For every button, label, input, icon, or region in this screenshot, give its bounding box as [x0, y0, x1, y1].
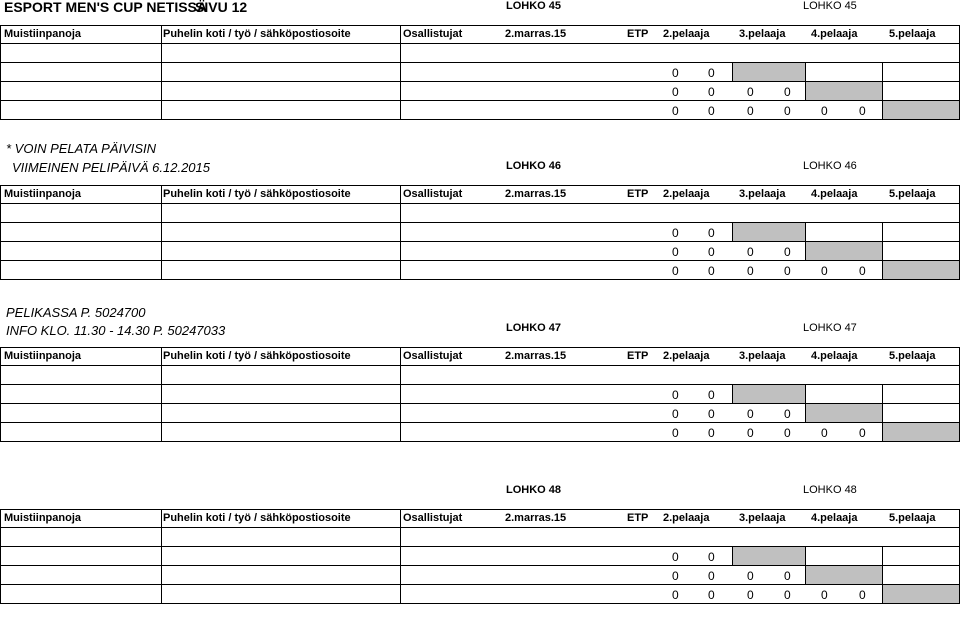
header-top-border — [0, 25, 960, 26]
column-header: Muistiinpanoja — [4, 28, 81, 40]
lohko-label: LOHKO 45 — [506, 0, 562, 12]
score-value: 0 — [708, 550, 715, 564]
score-value: 0 — [672, 226, 679, 240]
score-value: 0 — [708, 588, 715, 602]
score-value: 0 — [747, 407, 754, 421]
column-divider — [400, 347, 401, 441]
lohko-label: LOHKO 47 — [506, 322, 562, 334]
note-last-play-day: VIIMEINEN PELIPÄIVÄ 6.12.2015 — [12, 160, 210, 175]
column-header: 3.pelaaja — [739, 350, 786, 362]
score-value: 0 — [708, 245, 715, 259]
score-value: 0 — [672, 550, 679, 564]
column-divider — [0, 509, 1, 603]
score-value: 0 — [859, 588, 866, 602]
column-header: 2.marras.15 — [505, 512, 567, 524]
score-value: 0 — [821, 104, 828, 118]
row-border — [0, 584, 960, 585]
score-value: 0 — [672, 264, 679, 278]
score-value: 0 — [784, 104, 791, 118]
column-header: 4.pelaaja — [811, 512, 858, 524]
score-value: 0 — [859, 426, 866, 440]
column-header: Puhelin koti / työ / sähköpostiosoite — [163, 28, 351, 40]
column-divider — [0, 25, 1, 119]
row-border — [0, 100, 960, 101]
column-divider — [732, 384, 733, 403]
lohko-label-right: LOHKO 46 — [803, 160, 857, 172]
column-divider — [0, 185, 1, 279]
row-border — [0, 260, 960, 261]
column-header: 2.pelaaja — [663, 512, 710, 524]
column-header: 2.pelaaja — [663, 28, 710, 40]
score-value: 0 — [784, 426, 791, 440]
row-border — [0, 403, 960, 404]
column-header: Muistiinpanoja — [4, 350, 81, 362]
note-info-hours: INFO KLO. 11.30 - 14.30 P. 50247033 — [6, 323, 226, 338]
column-divider — [0, 347, 1, 441]
column-header: 3.pelaaja — [739, 188, 786, 200]
shaded-cell — [882, 423, 960, 441]
header-bottom-border — [0, 365, 960, 366]
shaded-cell — [805, 404, 882, 422]
column-header: 2.pelaaja — [663, 188, 710, 200]
column-header: Osallistujat — [403, 512, 463, 524]
score-value: 0 — [747, 588, 754, 602]
header-bottom-border — [0, 43, 960, 44]
score-value: 0 — [672, 588, 679, 602]
row-border — [0, 384, 960, 385]
column-divider — [882, 546, 883, 603]
row-border — [0, 546, 960, 547]
score-value: 0 — [708, 426, 715, 440]
score-value: 0 — [672, 66, 679, 80]
score-value: 0 — [784, 264, 791, 278]
row-border — [0, 222, 960, 223]
score-value: 0 — [784, 569, 791, 583]
column-divider — [732, 222, 733, 241]
column-header: Puhelin koti / työ / sähköpostiosoite — [163, 188, 351, 200]
column-header: ETP — [627, 188, 649, 200]
score-value: 0 — [747, 264, 754, 278]
lohko-label-right: LOHKO 45 — [803, 0, 857, 12]
shaded-cell — [882, 261, 960, 279]
lohko-label: LOHKO 48 — [506, 484, 562, 496]
header-top-border — [0, 509, 960, 510]
column-divider — [400, 25, 401, 119]
row-border — [0, 441, 960, 442]
column-header: 2.pelaaja — [663, 350, 710, 362]
score-value: 0 — [708, 407, 715, 421]
score-value: 0 — [672, 569, 679, 583]
note-cash-phone: PELIKASSA P. 5024700 — [6, 305, 146, 320]
header-bottom-border — [0, 203, 960, 204]
header-top-border — [0, 347, 960, 348]
column-divider — [805, 546, 806, 584]
score-value: 0 — [859, 104, 866, 118]
score-value: 0 — [747, 569, 754, 583]
column-header: 5.pelaaja — [889, 512, 936, 524]
score-value: 0 — [747, 426, 754, 440]
column-header: 4.pelaaja — [811, 28, 858, 40]
score-value: 0 — [672, 388, 679, 402]
score-value: 0 — [708, 85, 715, 99]
page-label: SIVU 12 — [195, 0, 248, 15]
column-header: ETP — [627, 350, 649, 362]
row-border — [0, 119, 960, 120]
row-border — [0, 279, 960, 280]
score-value: 0 — [784, 245, 791, 259]
column-divider — [400, 185, 401, 279]
column-header: ETP — [627, 28, 649, 40]
column-divider — [882, 62, 883, 119]
shaded-cell — [805, 242, 882, 260]
column-header: 2.marras.15 — [505, 28, 567, 40]
row-border — [0, 603, 960, 604]
column-header: 4.pelaaja — [811, 350, 858, 362]
lohko-label-right: LOHKO 47 — [803, 322, 857, 334]
score-value: 0 — [747, 245, 754, 259]
column-divider — [161, 25, 162, 119]
shaded-cell — [805, 566, 882, 584]
shaded-cell — [805, 82, 882, 100]
column-divider — [805, 62, 806, 100]
column-header: 2.marras.15 — [505, 188, 567, 200]
score-value: 0 — [672, 104, 679, 118]
shaded-cell — [732, 547, 805, 565]
column-divider — [400, 509, 401, 603]
shaded-cell — [732, 63, 805, 81]
column-divider — [161, 347, 162, 441]
score-value: 0 — [859, 264, 866, 278]
column-divider — [805, 222, 806, 260]
row-border — [0, 565, 960, 566]
score-value: 0 — [708, 264, 715, 278]
score-value: 0 — [821, 588, 828, 602]
column-header: 5.pelaaja — [889, 188, 936, 200]
column-divider — [882, 222, 883, 279]
row-border — [0, 241, 960, 242]
score-value: 0 — [672, 85, 679, 99]
score-value: 0 — [747, 104, 754, 118]
shaded-cell — [732, 385, 805, 403]
column-header: ETP — [627, 512, 649, 524]
column-divider — [161, 185, 162, 279]
score-value: 0 — [821, 264, 828, 278]
column-header: 3.pelaaja — [739, 512, 786, 524]
column-header: 3.pelaaja — [739, 28, 786, 40]
score-value: 0 — [784, 85, 791, 99]
column-divider — [805, 384, 806, 422]
score-value: 0 — [672, 407, 679, 421]
score-value: 0 — [708, 104, 715, 118]
row-border — [0, 422, 960, 423]
column-header: 2.marras.15 — [505, 350, 567, 362]
column-header: Muistiinpanoja — [4, 512, 81, 524]
score-value: 0 — [784, 407, 791, 421]
score-value: 0 — [708, 226, 715, 240]
score-value: 0 — [747, 85, 754, 99]
column-divider — [161, 509, 162, 603]
shaded-cell — [732, 223, 805, 241]
row-border — [0, 81, 960, 82]
shaded-cell — [882, 585, 960, 603]
lohko-label-right: LOHKO 48 — [803, 484, 857, 496]
score-value: 0 — [784, 588, 791, 602]
column-header: Osallistujat — [403, 188, 463, 200]
column-header: 5.pelaaja — [889, 350, 936, 362]
column-header: Muistiinpanoja — [4, 188, 81, 200]
score-value: 0 — [821, 426, 828, 440]
shaded-cell — [882, 101, 960, 119]
score-value: 0 — [708, 569, 715, 583]
column-header: Osallistujat — [403, 350, 463, 362]
score-value: 0 — [672, 245, 679, 259]
score-value: 0 — [708, 388, 715, 402]
page-title: ESPORT MEN'S CUP NETISSÄ — [4, 0, 207, 15]
column-header: 4.pelaaja — [811, 188, 858, 200]
score-value: 0 — [708, 66, 715, 80]
column-header: Puhelin koti / työ / sähköpostiosoite — [163, 512, 351, 524]
header-top-border — [0, 185, 960, 186]
lohko-label: LOHKO 46 — [506, 160, 562, 172]
row-border — [0, 62, 960, 63]
score-value: 0 — [672, 426, 679, 440]
header-bottom-border — [0, 527, 960, 528]
column-header: Puhelin koti / työ / sähköpostiosoite — [163, 350, 351, 362]
column-divider — [882, 384, 883, 441]
column-divider — [732, 546, 733, 565]
column-header: 5.pelaaja — [889, 28, 936, 40]
column-divider — [732, 62, 733, 81]
note-play-daytime: * VOIN PELATA PÄIVISIN — [6, 141, 157, 156]
column-header: Osallistujat — [403, 28, 463, 40]
